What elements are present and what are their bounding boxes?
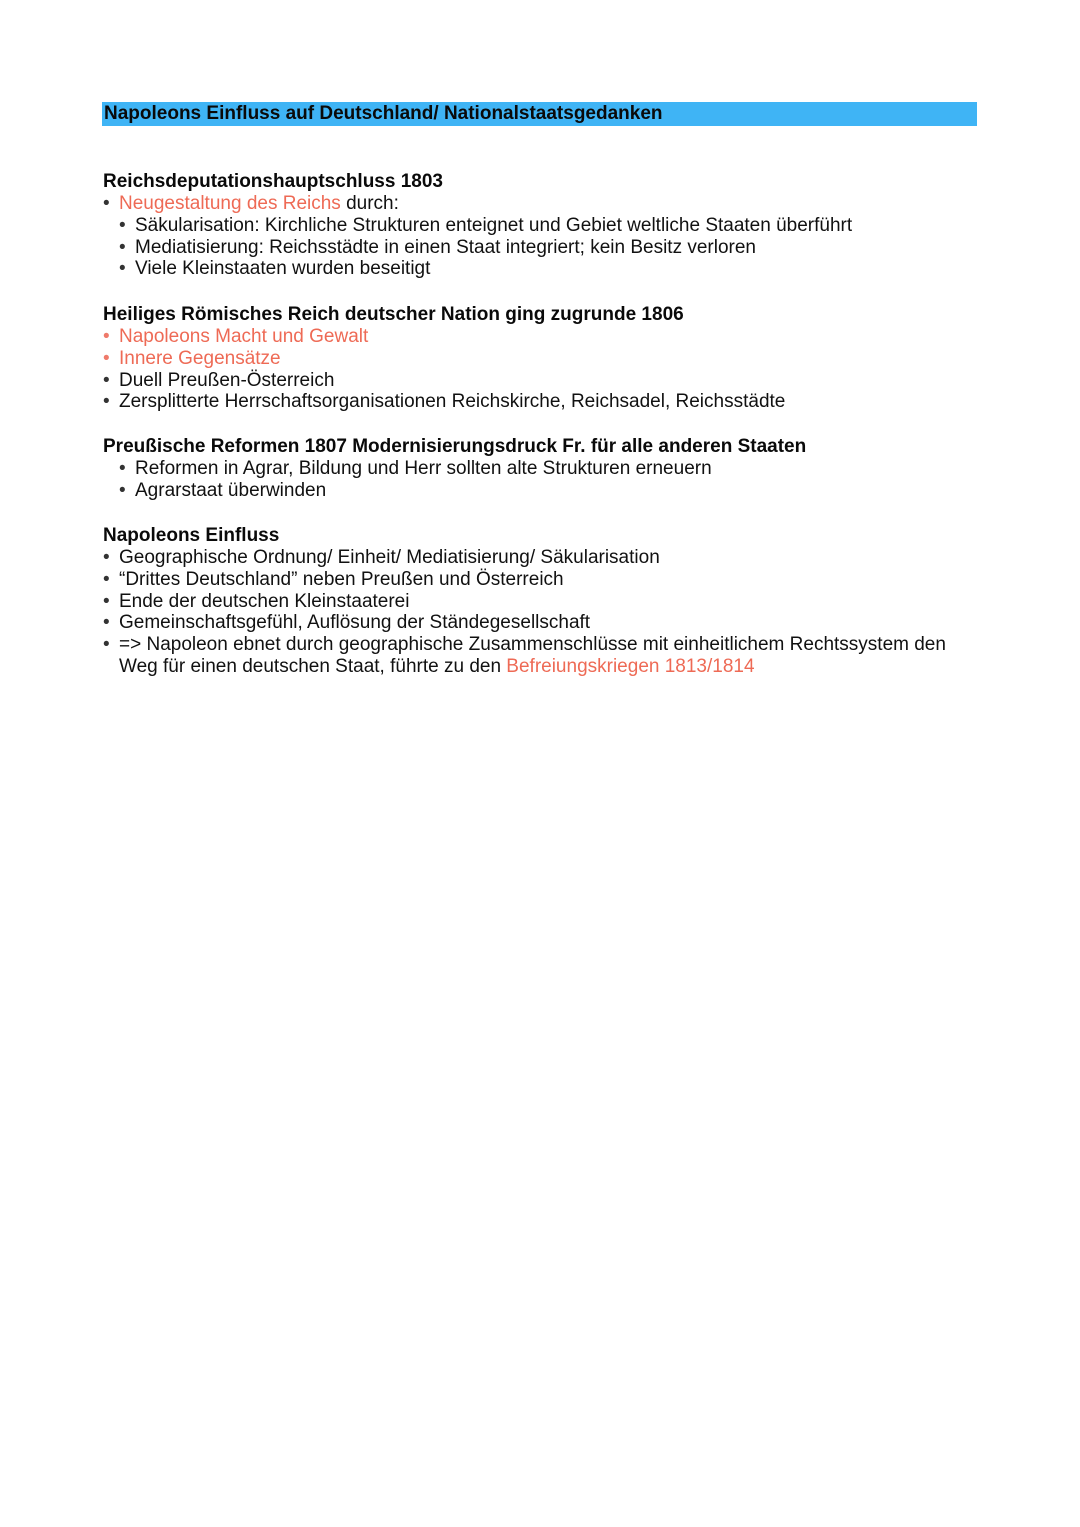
bullet-icon: • — [103, 547, 110, 568]
list-item — [103, 569, 1003, 591]
item-text: durch: — [340, 193, 399, 214]
item-text: Duell Preußen-Österreich — [119, 369, 335, 391]
bullet-icon: • — [103, 369, 110, 391]
list-item — [103, 370, 1003, 392]
list-item — [103, 193, 1003, 215]
item-text: => Napoleon ebnet durch geographische Zusammenschlüsse mit einheitlichem Rechtssystem den Weg für einen deutschen Staat, führte zu den — [119, 634, 946, 677]
bullet-icon: • — [119, 236, 126, 258]
list-item — [103, 458, 1003, 480]
section-heiliges-roemisches-reich — [103, 304, 1003, 413]
highlight-text: Neugestaltung des Reichs — [119, 193, 341, 214]
bullet-icon: • — [103, 568, 110, 590]
section-reichsdeputationshauptschluss — [103, 171, 1003, 280]
list-item — [103, 547, 1003, 569]
section-preussische-reformen — [103, 436, 1003, 502]
bullet-icon: • — [103, 326, 110, 347]
item-text: Säkularisation: Kirchliche Strukturen enteignet und Gebiet weltliche Staaten überführt — [135, 214, 853, 236]
bullet-icon: • — [119, 258, 126, 280]
bullet-icon: • — [119, 479, 126, 501]
item-text: Zersplitterte Herrschaftsorganisationen Reichskirche, Reichsadel, Reichsstädte — [119, 391, 786, 413]
item-text: Ende der deutschen Kleinstaaterei — [119, 590, 410, 612]
section-heading: Reichsdeputationshauptschluss 1803 — [103, 171, 443, 192]
list-item — [103, 612, 1003, 634]
item-text: Geographische Ordnung/ Einheit/ Mediatisierung/ Säkularisation — [119, 547, 660, 568]
bullet-icon: • — [103, 391, 110, 413]
bullet-icon: • — [103, 634, 110, 656]
list-item — [103, 480, 1003, 502]
highlight-text: Napoleons Macht und Gewalt — [119, 326, 369, 347]
highlight-text: Befreiungskriegen 1813/1814 — [506, 655, 755, 677]
item-text: Viele Kleinstaaten wurden beseitigt — [135, 258, 431, 280]
page-title: Napoleons Einfluss auf Deutschland/ Nationalstaatsgedanken — [104, 103, 663, 124]
bullet-icon: • — [103, 193, 110, 214]
list-item — [103, 391, 1003, 413]
bullet-icon: • — [103, 590, 110, 612]
list-item — [103, 237, 1003, 259]
item-text: Gemeinschaftsgefühl, Auflösung der Ständegesellschaft — [119, 612, 591, 634]
section-heading: Heiliges Römisches Reich deutscher Nation ging zugrunde 1806 — [103, 304, 684, 325]
bullet-icon: • — [103, 612, 110, 634]
item-text: “Drittes Deutschland” neben Preußen und Österreich — [119, 568, 564, 590]
bullet-icon: • — [119, 458, 126, 479]
item-text: Agrarstaat überwinden — [135, 479, 327, 501]
list-item — [103, 348, 1003, 370]
section-heading: Napoleons Einfluss — [103, 525, 280, 546]
list-item — [103, 634, 979, 678]
list-item — [103, 591, 1003, 613]
list-item — [103, 258, 1003, 280]
section-heading: Preußische Reformen 1807 Modernisierungsdruck Fr. für alle anderen Staaten — [103, 436, 807, 457]
list-item — [103, 215, 1003, 237]
highlight-text: Innere Gegensätze — [119, 347, 281, 369]
section-napoleons-einfluss — [103, 525, 1003, 678]
item-text: Reformen in Agrar, Bildung und Herr sollten alte Strukturen erneuern — [135, 458, 712, 479]
list-item — [103, 326, 1003, 348]
bullet-icon: • — [119, 214, 126, 236]
bullet-icon: • — [103, 347, 110, 369]
item-text: Mediatisierung: Reichsstädte in einen Staat integriert; kein Besitz verloren — [135, 236, 756, 258]
